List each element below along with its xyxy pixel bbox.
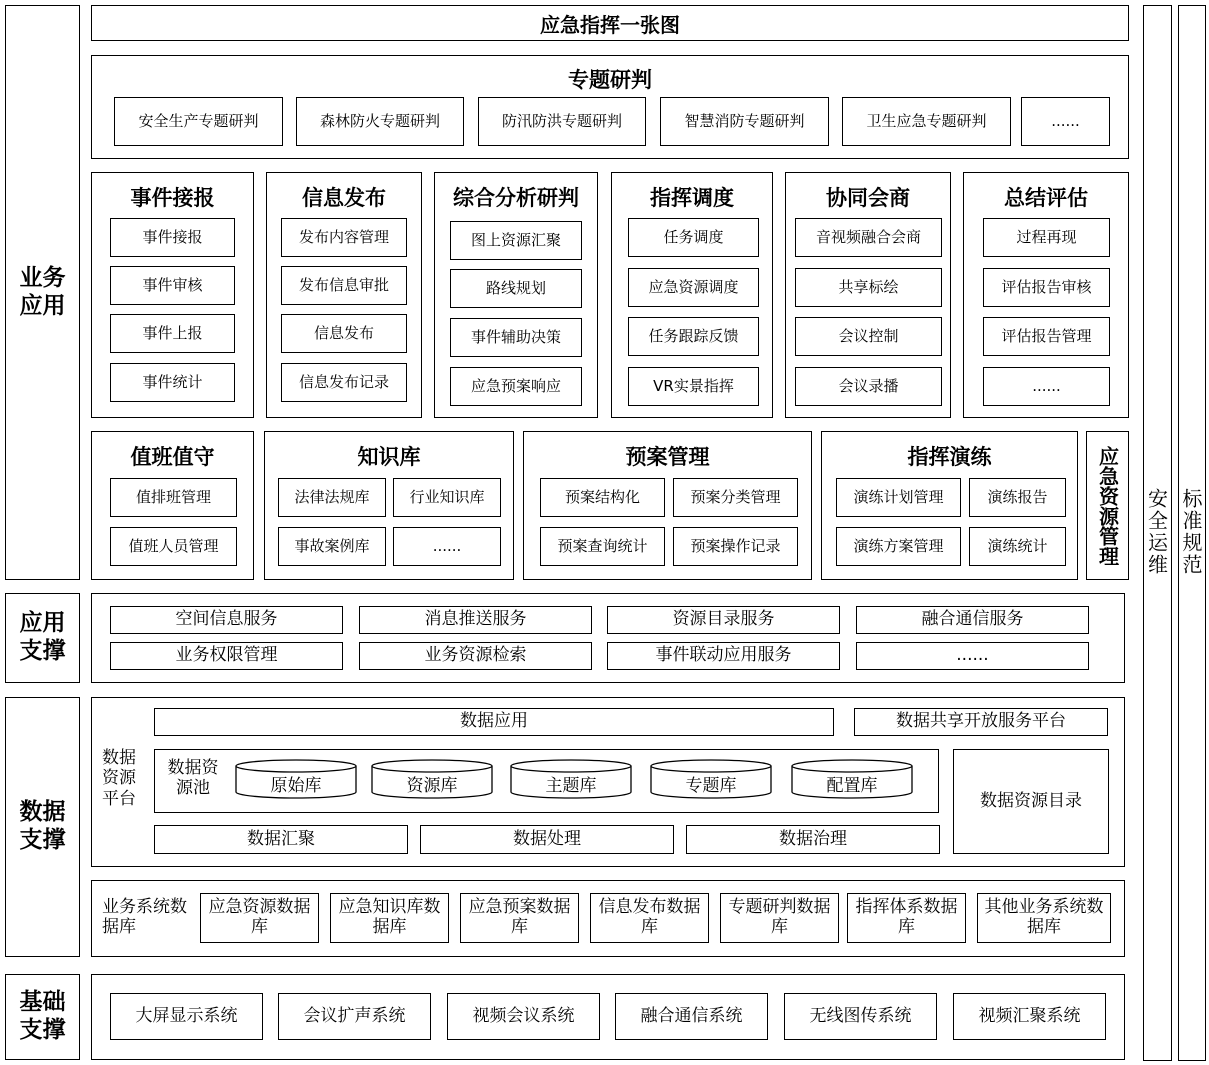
database-cylinder bbox=[510, 759, 632, 799]
module-item: 信息发布 bbox=[281, 314, 407, 353]
module-plan-management bbox=[523, 431, 812, 580]
module-item: 会议录播 bbox=[795, 367, 942, 406]
standards-column bbox=[1178, 5, 1206, 1061]
data-sharing-platform: 数据共享开放服务平台 bbox=[854, 708, 1108, 736]
module-item: 行业知识库 bbox=[393, 478, 501, 517]
database-label: 主题库 bbox=[545, 776, 597, 796]
module-item: 任务调度 bbox=[628, 218, 759, 257]
data-process: 数据汇聚 bbox=[154, 825, 408, 854]
module-item: 过程再现 bbox=[983, 218, 1110, 257]
topic-item: 智慧消防专题研判 bbox=[660, 97, 829, 146]
module-item: 事件辅助决策 bbox=[450, 318, 582, 357]
data-platform-label: 数据资源平台 bbox=[102, 748, 136, 809]
database-cylinder bbox=[371, 759, 493, 799]
topic-analysis-title: 专题研判 bbox=[568, 68, 652, 92]
data-pool-label: 数据资源池 bbox=[167, 758, 219, 799]
module-item: 演练报告 bbox=[969, 478, 1066, 517]
module-item: 发布内容管理 bbox=[281, 218, 407, 257]
module-emergency-resource-mgmt bbox=[1086, 431, 1129, 580]
module-title: 协同会商 bbox=[826, 186, 910, 210]
module-item: 发布信息审批 bbox=[281, 266, 407, 305]
module-event-report bbox=[91, 172, 254, 418]
module-item: 事故案例库 bbox=[278, 527, 386, 566]
module-item: 信息发布记录 bbox=[281, 363, 407, 402]
business-db-item: 指挥体系数据库 bbox=[847, 893, 966, 943]
app-service: 空间信息服务 bbox=[110, 606, 343, 634]
module-item: 评估报告审核 bbox=[983, 268, 1110, 307]
module-command-drill bbox=[821, 431, 1078, 580]
module-item: 音视频融合会商 bbox=[795, 218, 942, 257]
database-label: 配置库 bbox=[826, 776, 878, 796]
module-item: ...... bbox=[983, 367, 1110, 406]
app-service: 消息推送服务 bbox=[359, 606, 592, 634]
layer-label-business: 业务应用 bbox=[5, 5, 80, 580]
data-process: 数据治理 bbox=[686, 825, 940, 854]
module-item: ...... bbox=[393, 527, 501, 566]
module-title: 值班值守 bbox=[130, 445, 215, 469]
business-system-db-panel bbox=[91, 880, 1125, 957]
database-label: 专题库 bbox=[685, 776, 737, 796]
module-item: 会议控制 bbox=[795, 317, 942, 356]
module-item: 预案分类管理 bbox=[673, 478, 798, 517]
command-map-title: 应急指挥一张图 bbox=[540, 12, 680, 37]
data-resource-platform bbox=[91, 697, 1125, 867]
module-item: 评估报告管理 bbox=[983, 317, 1110, 356]
module-item: 应急资源调度 bbox=[628, 268, 759, 307]
module-item: 应急预案响应 bbox=[450, 367, 582, 406]
database-cylinder bbox=[235, 759, 357, 799]
module-item: VR实景指挥 bbox=[628, 367, 759, 406]
module-item: 事件接报 bbox=[110, 218, 235, 257]
module-item: 预案查询统计 bbox=[540, 527, 665, 566]
topic-item: 卫生应急专题研判 bbox=[842, 97, 1011, 146]
module-knowledge-base bbox=[264, 431, 514, 580]
module-item: 事件审核 bbox=[110, 266, 235, 305]
module-item: 预案操作记录 bbox=[673, 527, 798, 566]
module-item: 图上资源汇聚 bbox=[450, 221, 582, 260]
data-resource-pool bbox=[154, 749, 939, 813]
command-map-banner bbox=[91, 5, 1129, 41]
app-support-panel bbox=[91, 593, 1125, 683]
security-ops-label: 安全运维 bbox=[1144, 488, 1169, 576]
layer-label-data-support: 数据支撑 bbox=[5, 697, 80, 957]
security-ops-column bbox=[1143, 5, 1172, 1061]
app-service: 业务资源检索 bbox=[359, 642, 592, 670]
business-db-item: 应急知识库数据库 bbox=[330, 893, 449, 943]
module-item: 值班人员管理 bbox=[110, 527, 237, 566]
module-info-publish bbox=[266, 172, 422, 418]
data-resource-catalog: 数据资源目录 bbox=[953, 749, 1109, 854]
infra-system: 视频汇聚系统 bbox=[953, 993, 1106, 1040]
business-db-item: 其他业务系统数据库 bbox=[977, 893, 1111, 943]
module-title: 指挥演练 bbox=[907, 445, 992, 469]
database-cylinder bbox=[791, 759, 913, 799]
database-label: 原始库 bbox=[270, 776, 322, 796]
module-item: 路线规划 bbox=[450, 269, 582, 308]
module-title: 综合分析研判 bbox=[453, 186, 579, 210]
app-service: 融合通信服务 bbox=[856, 606, 1089, 634]
module-item: 预案结构化 bbox=[540, 478, 665, 517]
topic-item: ...... bbox=[1021, 97, 1110, 146]
module-item: 事件统计 bbox=[110, 363, 235, 402]
topic-analysis-panel bbox=[91, 55, 1129, 159]
app-service: 业务权限管理 bbox=[110, 642, 343, 670]
module-item: 演练计划管理 bbox=[836, 478, 961, 517]
module-comprehensive-analysis bbox=[434, 172, 598, 418]
business-db-item: 信息发布数据库 bbox=[590, 893, 709, 943]
topic-item: 防汛防洪专题研判 bbox=[478, 97, 646, 146]
infra-system: 大屏显示系统 bbox=[110, 993, 263, 1040]
module-item: 值排班管理 bbox=[110, 478, 237, 517]
app-service: 资源目录服务 bbox=[607, 606, 840, 634]
module-item: 事件上报 bbox=[110, 314, 235, 353]
module-title: 指挥调度 bbox=[650, 186, 734, 210]
business-db-item: 应急资源数据库 bbox=[200, 893, 319, 943]
database-label: 资源库 bbox=[406, 776, 458, 796]
module-item: 演练方案管理 bbox=[836, 527, 961, 566]
module-duty-watch bbox=[91, 431, 254, 580]
module-title: 事件接报 bbox=[130, 186, 215, 210]
infra-system: 无线图传系统 bbox=[784, 993, 937, 1040]
app-service: 事件联动应用服务 bbox=[607, 642, 840, 670]
layer-label-infra: 基础支撑 bbox=[5, 974, 80, 1060]
emergency-resource-mgmt-label: 应急资源管理 bbox=[1095, 445, 1120, 566]
business-db-label: 业务系统数据库 bbox=[102, 897, 187, 938]
business-db-item: 应急预案数据库 bbox=[460, 893, 579, 943]
module-item: 法律法规库 bbox=[278, 478, 386, 517]
module-title: 总结评估 bbox=[1004, 186, 1088, 210]
business-db-item: 专题研判数据库 bbox=[720, 893, 839, 943]
infra-panel bbox=[91, 974, 1125, 1060]
data-process: 数据处理 bbox=[420, 825, 674, 854]
topic-item: 安全生产专题研判 bbox=[114, 97, 283, 146]
module-title: 预案管理 bbox=[625, 445, 710, 469]
topic-item: 森林防火专题研判 bbox=[296, 97, 464, 146]
module-command-dispatch bbox=[611, 172, 773, 418]
module-item: 演练统计 bbox=[969, 527, 1066, 566]
database-cylinder bbox=[650, 759, 772, 799]
infra-system: 融合通信系统 bbox=[615, 993, 768, 1040]
module-collaborative-consult bbox=[785, 172, 951, 418]
infra-system: 视频会议系统 bbox=[447, 993, 600, 1040]
app-service: ...... bbox=[856, 642, 1089, 670]
infra-system: 会议扩声系统 bbox=[278, 993, 431, 1040]
data-application: 数据应用 bbox=[154, 708, 834, 736]
standards-label: 标准规范 bbox=[1179, 488, 1203, 576]
module-title: 知识库 bbox=[357, 445, 421, 469]
module-item: 共享标绘 bbox=[795, 268, 942, 307]
module-item: 任务跟踪反馈 bbox=[628, 317, 759, 356]
layer-label-app-support: 应用支撑 bbox=[5, 593, 80, 683]
module-title: 信息发布 bbox=[302, 186, 386, 210]
module-summary-evaluation bbox=[963, 172, 1129, 418]
